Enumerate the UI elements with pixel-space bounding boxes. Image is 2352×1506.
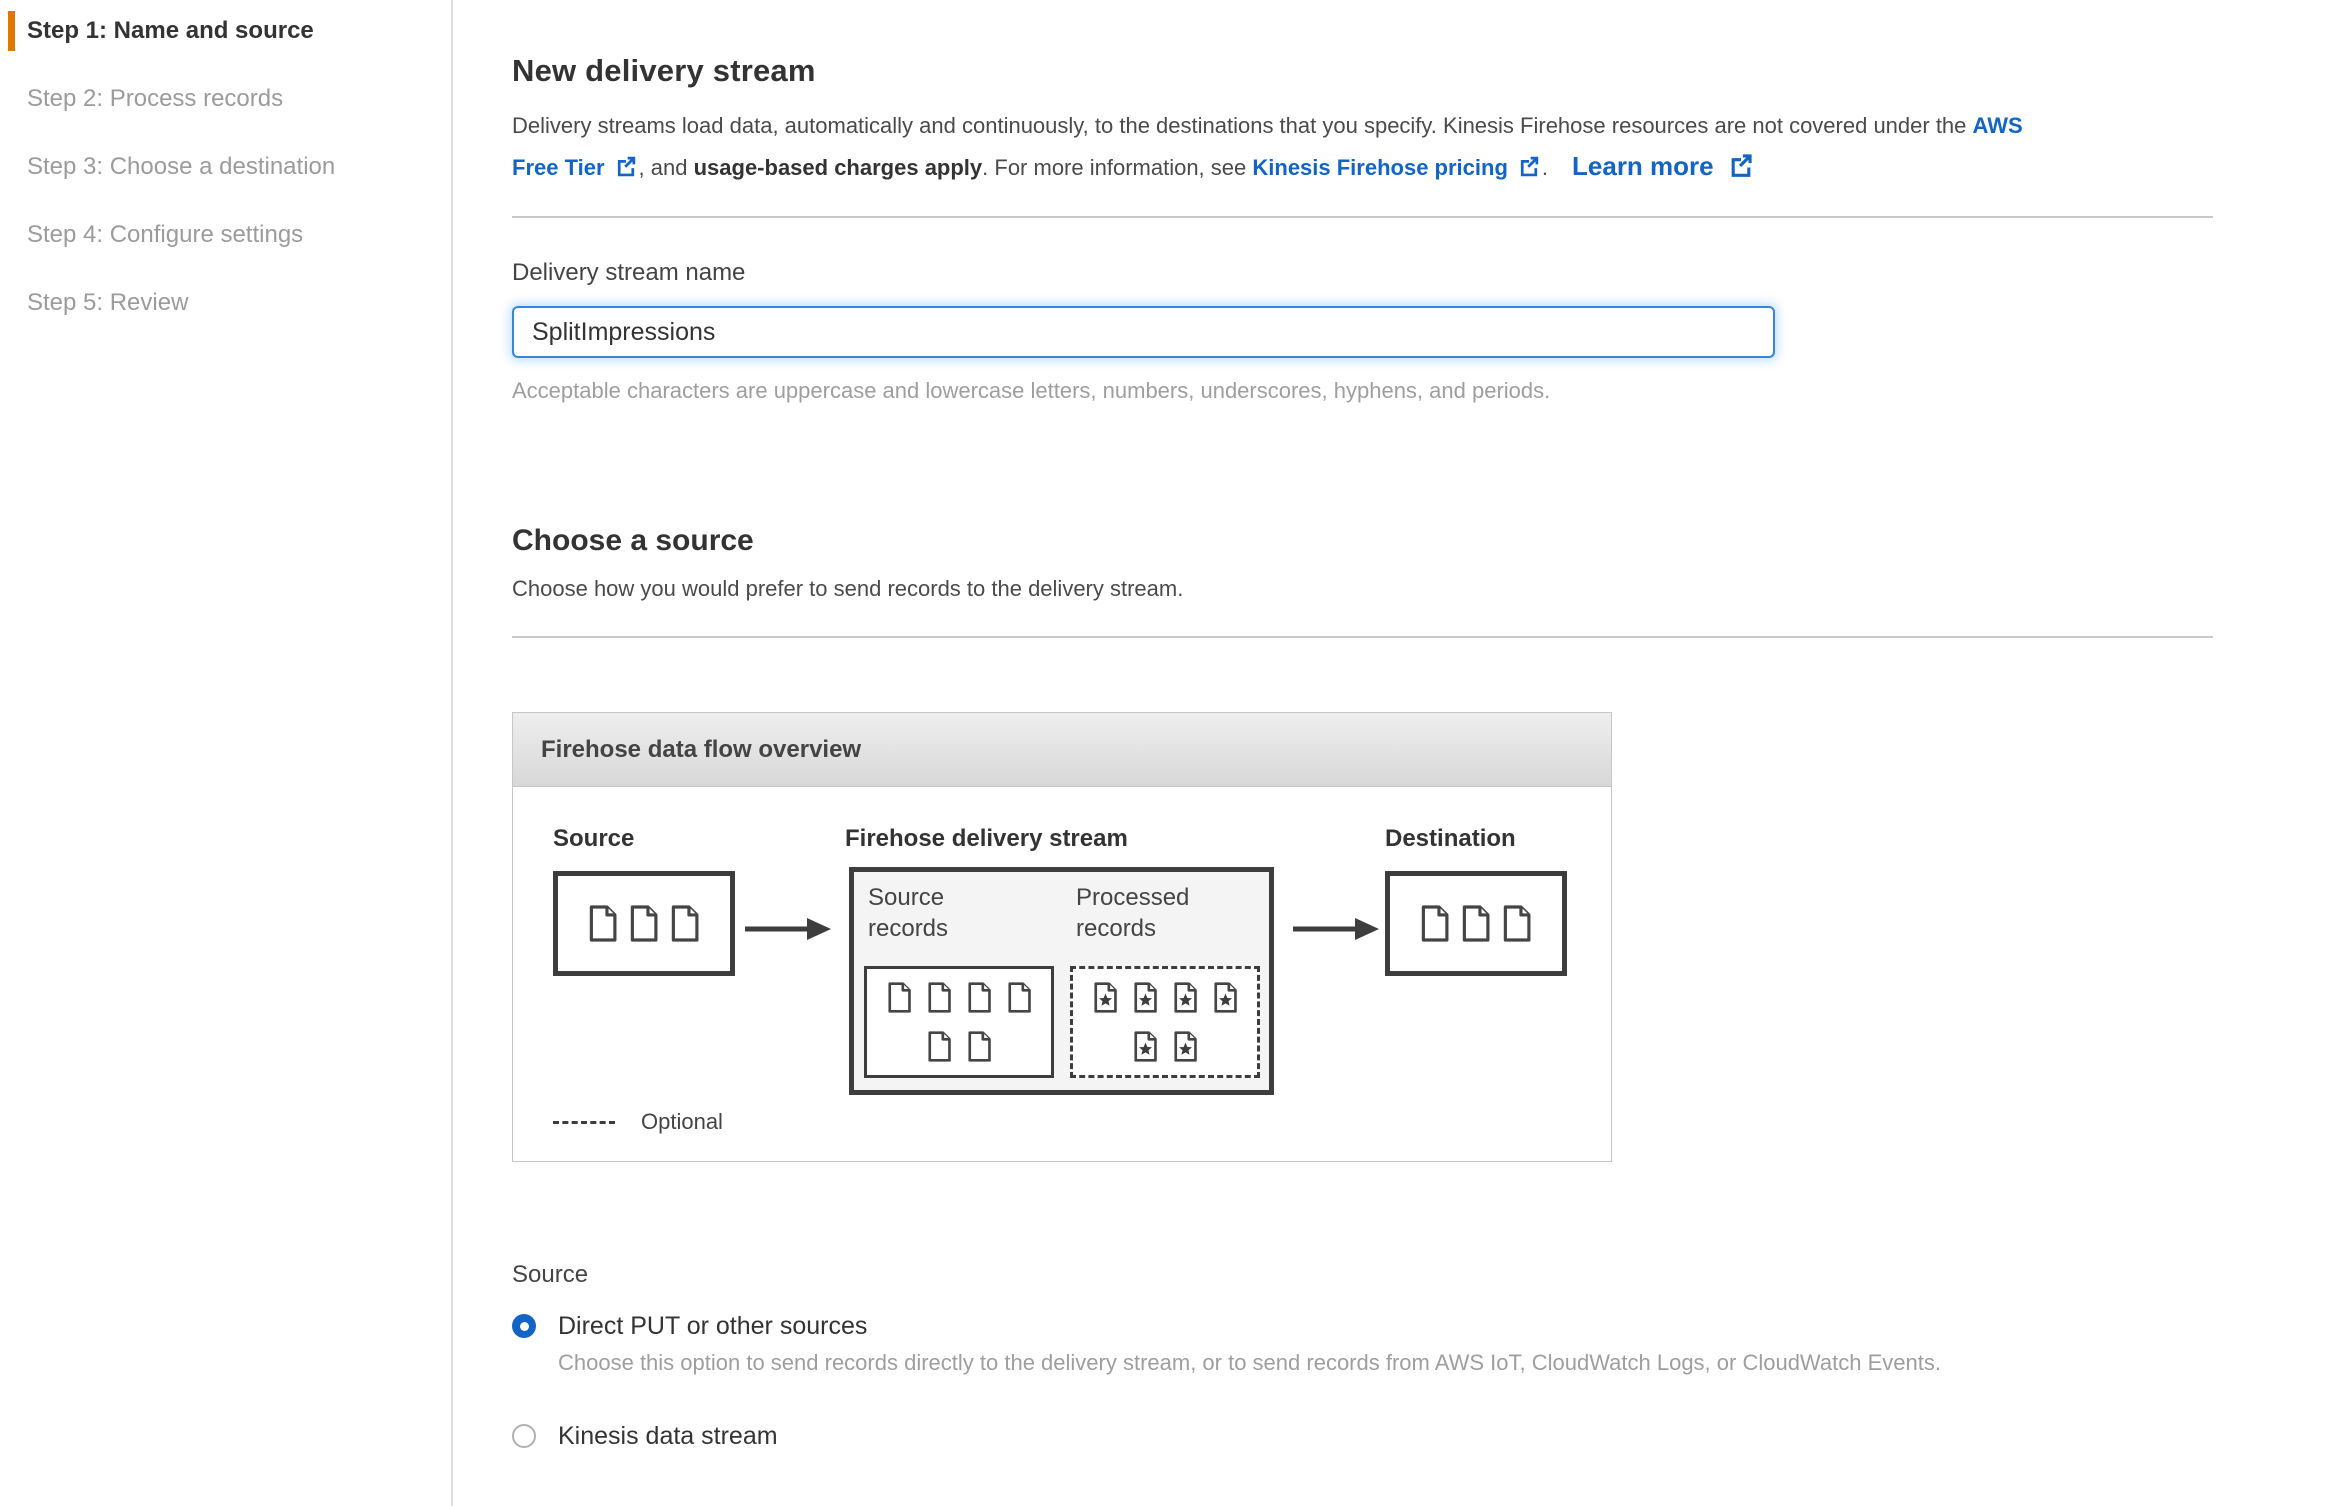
step-label: Step 2: Process records (27, 85, 284, 112)
diagram-source-box (553, 871, 735, 976)
radio-label: Direct PUT or other sources (558, 1312, 868, 1340)
delivery-stream-name-label: Delivery stream name (512, 259, 746, 286)
starred-document-icon (1132, 1031, 1159, 1062)
sidebar-step-3[interactable] (27, 150, 451, 184)
starred-document-icon (1172, 1031, 1199, 1062)
intro-part: . For more information, see (982, 155, 1253, 180)
radio-option-content (558, 1420, 778, 1452)
document-icon (926, 1031, 953, 1062)
starred-document-icon (1092, 982, 1119, 1013)
usage-charges-emphasis: usage-based charges apply (693, 155, 983, 180)
diagram-destination-label: Destination (1385, 825, 1516, 852)
overview-diagram (513, 787, 1611, 1161)
choose-source-title: Choose a source (512, 524, 754, 557)
page-title: New delivery stream (512, 53, 816, 88)
step-label: Step 1: Name and source (27, 17, 314, 44)
diagram-source-label: Source (553, 825, 635, 852)
link-text: Learn more (1572, 151, 1714, 181)
radio-kinesis-data-stream[interactable] (512, 1420, 2213, 1452)
intro-part: , and (638, 155, 694, 180)
source-records-box (864, 966, 1054, 1078)
step-label: Step 4: Configure settings (27, 221, 304, 248)
firehose-data-flow-overview-panel (512, 712, 1612, 1162)
flow-arrow-icon (743, 911, 833, 947)
radio-label: Kinesis data stream (558, 1422, 778, 1450)
main-content (512, 0, 2213, 1452)
kinesis-firehose-pricing-link[interactable] (1252, 155, 1542, 180)
sidebar-step-4[interactable] (27, 218, 451, 252)
flow-arrow-icon (1291, 911, 1381, 947)
sidebar-divider (451, 0, 453, 1506)
choose-source-description: Choose how you would prefer to send records to the delivery stream. (512, 576, 1184, 601)
diagram-delivery-stream-box (849, 867, 1274, 1095)
wizard-steps-sidebar (0, 0, 451, 1506)
document-icon (966, 982, 993, 1013)
document-icon (628, 905, 660, 942)
radio-direct-put[interactable] (512, 1310, 2213, 1378)
intro-part: Delivery streams load data, automatically and continuously, to the destinations that you specify. Kinesis Firehose resources are not covered under the (512, 113, 1973, 138)
document-icon (1419, 905, 1451, 942)
starred-document-icon (1172, 982, 1199, 1013)
optional-legend (553, 1109, 723, 1135)
learn-more-link[interactable] (1572, 151, 1756, 181)
diagram-stream-label: Firehose delivery stream (845, 825, 1128, 852)
name-input-help-text: Acceptable characters are uppercase and lowercase letters, numbers, underscores, hyphens, and periods. (512, 378, 1551, 403)
processed-records-box (1070, 966, 1260, 1078)
external-link-icon (1726, 150, 1756, 180)
source-group-label: Source (512, 1261, 589, 1288)
link-text: AWS (1972, 113, 2023, 138)
external-link-icon (1516, 153, 1542, 179)
external-link-icon (613, 153, 639, 179)
starred-document-icon (1212, 982, 1239, 1013)
dashed-line-icon (553, 1121, 615, 1124)
document-icon (1501, 905, 1533, 942)
document-icon (886, 982, 913, 1013)
optional-legend-label: Optional (641, 1109, 723, 1134)
document-icon (587, 905, 619, 942)
sidebar-step-5[interactable] (27, 286, 451, 320)
link-text: Kinesis Firehose pricing (1252, 155, 1508, 180)
starred-document-icon (1132, 982, 1159, 1013)
intro-part: . (1541, 155, 1549, 180)
active-step-indicator (8, 11, 15, 51)
section-divider (512, 216, 2213, 218)
processed-records-label: Processed records (1076, 884, 1190, 942)
document-icon (966, 1031, 993, 1062)
radio-button[interactable] (512, 1314, 536, 1338)
document-icon (926, 982, 953, 1013)
document-icon (669, 905, 701, 942)
section-divider (512, 636, 2213, 638)
link-text: Free Tier (512, 155, 605, 180)
document-icon (1006, 982, 1033, 1013)
diagram-destination-box (1385, 871, 1567, 976)
wizard-steps-list (0, 0, 451, 320)
overview-panel-title: Firehose data flow overview (513, 713, 1611, 787)
source-records-label: Source records (868, 884, 949, 942)
step-label: Step 5: Review (27, 289, 189, 316)
delivery-stream-name-input[interactable] (512, 306, 1775, 358)
radio-option-content (558, 1310, 1941, 1378)
step-label: Step 3: Choose a destination (27, 153, 336, 180)
document-icon (1460, 905, 1492, 942)
sidebar-step-1[interactable] (27, 14, 451, 48)
intro-text (512, 106, 2213, 188)
radio-help-text: Choose this option to send records directly to the delivery stream, or to send records from AWS IoT, CloudWatch Logs, or CloudWatch Events. (558, 1350, 1941, 1375)
sidebar-step-2[interactable] (27, 82, 451, 116)
radio-button[interactable] (512, 1424, 536, 1448)
